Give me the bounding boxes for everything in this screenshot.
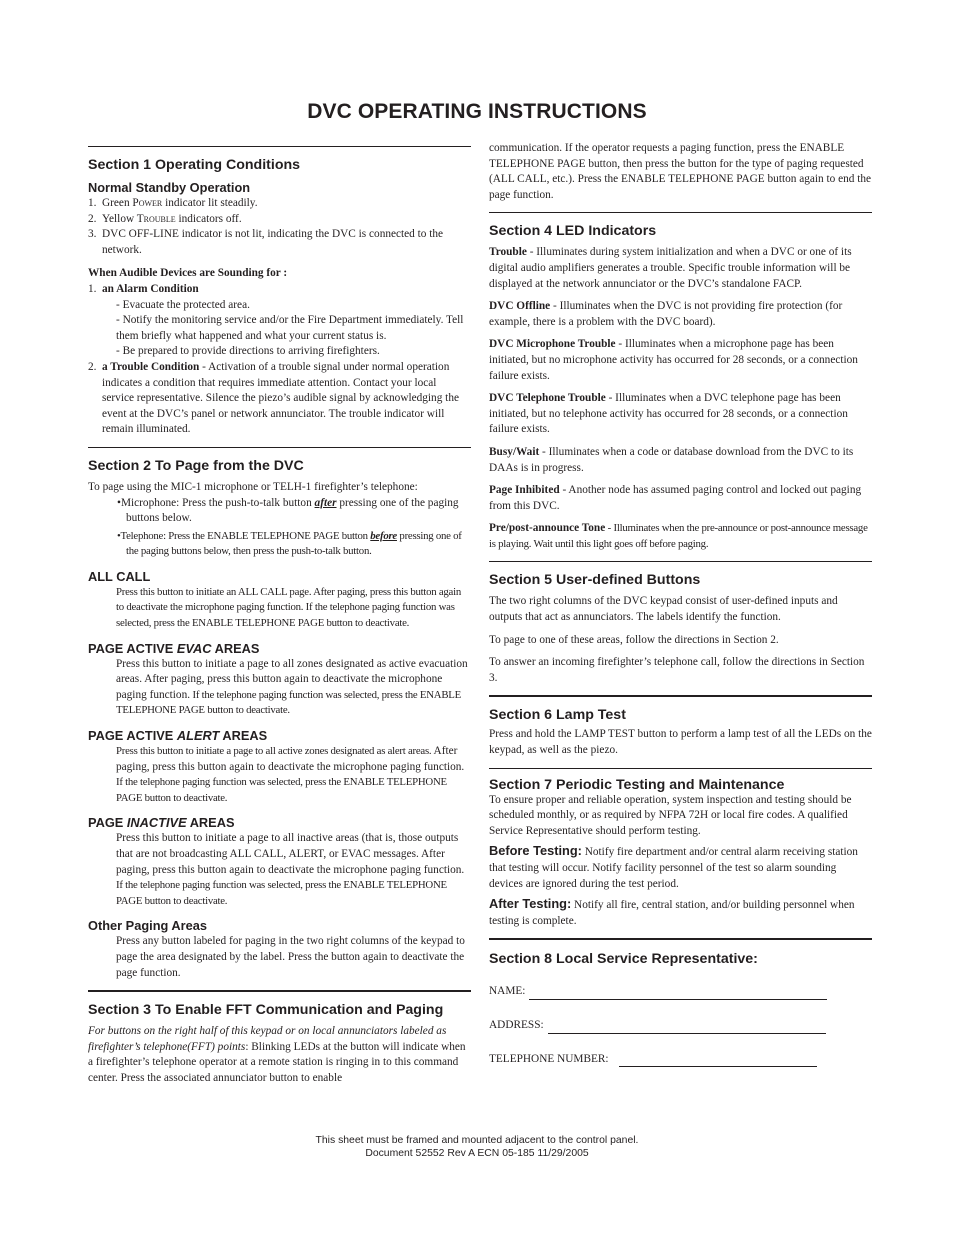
led-telephone-trouble [489, 391, 872, 438]
led-description: - Illuminates when the DVC is not providing fire protection (for example, there is a problem with the DVC board). [489, 300, 843, 328]
page-alert-text [88, 744, 471, 806]
after-testing-text: Notify all fire, central station, and/or building personnel when testing is complete. [489, 899, 855, 927]
section-divider [489, 695, 872, 697]
heading-part: AREAS [219, 728, 268, 744]
led-label: Page Inhibited [489, 484, 560, 497]
section-5-text: To page to one of these areas, follow the directions in Section 2. [489, 633, 779, 646]
telephone-blank[interactable] [619, 1055, 817, 1067]
text-part: If the telephone paging function was selected, press the ENABLE TELEPHONE PAGE button to deactivate. [116, 776, 447, 804]
section-2 [88, 457, 471, 981]
trouble-condition-text [102, 360, 471, 438]
trouble-condition [88, 360, 471, 438]
led-label: Busy/Wait [489, 445, 540, 458]
led-pre-post-tone [489, 521, 872, 552]
heading-part: PAGE ACTIVE [88, 728, 177, 744]
list-item [88, 212, 471, 228]
section-divider [489, 938, 872, 940]
address-blank[interactable] [548, 1022, 826, 1034]
emphasis-after: after [314, 496, 337, 509]
item-number: 2. [88, 212, 97, 225]
led-page-inhibited [489, 483, 872, 514]
section-3-heading: Section 3 To Enable FFT Communication and Paging [88, 1002, 444, 1019]
other-paging-heading: Other Paging Areas [88, 918, 207, 934]
section-7-text: To ensure proper and reliable operation, system inspection and testing should be scheduled monthly, or as required by NFPA 72H or local fire codes. A qualified Service Representative should perform testing. [489, 793, 852, 837]
section-2-heading: Section 2 To Page from the DVC [88, 457, 304, 474]
led-description: - Another node has assumed paging control and locked out paging from this DVC. [489, 484, 862, 512]
section-7 [489, 778, 872, 930]
other-paging-text: Press any button labeled for paging in the two right columns of the keypad to page the area designated by the label. Press the button again to deactivate the page function. [116, 935, 465, 979]
heading-part: PAGE ACTIVE [88, 640, 177, 656]
heading-italic: INACTIVE [126, 815, 187, 831]
section-5-text: To answer an incoming firefighter’s telephone call, follow the directions in Section 3. [489, 656, 865, 684]
section-5-heading: Section 5 User-defined Buttons [489, 572, 701, 589]
text-part: pressing one of the paging buttons below, then press the push-to-talk button. [126, 529, 462, 558]
list-item [88, 196, 471, 212]
section-divider [489, 768, 872, 769]
item-text: DVC OFF-LINE indicator is not lit, indicating the DVC is connected to the network. [102, 228, 444, 256]
heading-italic: EVAC [176, 640, 212, 656]
led-description: - Illuminates when a microphone page has been initiated, but no microphone activity has occurred for 28 seconds, or a connection failure exists. [489, 338, 858, 382]
item-number: 1. [88, 197, 97, 209]
all-call-heading: ALL CALL [88, 568, 151, 584]
address-label: ADDRESS: [489, 1018, 544, 1031]
section-6-heading: Section 6 Lamp Test [489, 707, 626, 724]
text-part: pressing one of the paging buttons below. [126, 496, 459, 525]
alarm-condition [88, 282, 471, 298]
emphasis-before: before [370, 529, 397, 542]
section-4 [489, 222, 872, 552]
fft-note: For buttons on the right half of this keypad or on local annunciators labeled as firefighter’s telephone(FFT) points [88, 1025, 447, 1053]
led-description: - Illuminates when the pre-announce or post-announce message is playing. Wait until this light goes off before paging. [489, 522, 868, 550]
section-1-heading: Section 1 Operating Conditions [88, 157, 301, 173]
name-field[interactable] [489, 984, 872, 1000]
led-description: - Illuminates when a code or database download from the DVC to its DAAs is in progress. [489, 445, 854, 474]
section-divider [88, 447, 471, 448]
section-3-continued: communication. If the operator requests a paging function, press the ENABLE TELEPHONE PAGE button, then press the button for the type of paging requested (ALL CALL, etc.). Press the ENABLE TELEPHONE PAGE button again to end the page function. [489, 142, 872, 201]
right-column [489, 141, 872, 1067]
section-2-intro: To page using the MIC-1 microphone or TELH-1 firefighter’s telephone: [88, 480, 418, 493]
before-testing [489, 843, 872, 892]
footer-note: This sheet must be framed and mounted adjacent to the control panel. [315, 1135, 639, 1146]
address-field[interactable] [489, 1018, 872, 1034]
alarm-condition-label: an Alarm Condition [102, 282, 199, 295]
footer [0, 1134, 954, 1160]
led-dvc-offline [489, 299, 872, 330]
page-title: DVC OPERATING INSTRUCTIONS [307, 100, 647, 123]
item-number: 2. [88, 360, 97, 373]
text-part: Press this button to initiate a page to all zones designated as active evacuation areas. After paging, press this button again to deactivate the microphone paging function. [116, 657, 468, 701]
fft-instructions: : Blinking LEDs at the button will indicate when a firefighter’s telephone operator at a remote station is ringing in to this command center. Press the associated annunciator button to enable [88, 1040, 466, 1084]
page-alert-heading [88, 727, 471, 744]
section-6 [489, 706, 872, 758]
item-text [102, 212, 242, 228]
all-call-text: Press this button to initiate an ALL CALL page. After paging, press this button again to deactivate the microphone paging function. If the telephone paging function was selected, press the ENABLE TELEPHONE PAGE button to deactivate. [116, 585, 461, 630]
heading-part: PAGE [88, 815, 127, 831]
left-column [88, 146, 471, 1087]
before-testing-label: Before Testing: [489, 843, 582, 859]
telephone-instruction [88, 529, 471, 560]
item-text-smallcaps: rouble [143, 212, 176, 225]
telephone-field[interactable] [489, 1052, 872, 1068]
section-divider [489, 212, 872, 213]
section-5-text: The two right columns of the DVC keypad consist of user-defined inputs and outputs that act as annunciators. The labels identify the function. [489, 595, 838, 624]
section-divider [489, 561, 872, 562]
document-info: Document 52552 Rev A ECN 05-185 11/29/2005 [365, 1148, 589, 1159]
section-8 [489, 950, 872, 1067]
led-label: Pre/post-announce Tone [489, 522, 606, 535]
text-part: Press this button to initiate a page to all inactive areas (that is, those outputs that are not broadcasting ALL CALL, ALERT, or EVAC messages. After paging, press this button again to deactivate the microphone paging function. [116, 832, 465, 876]
led-label: DVC Microphone Trouble [489, 338, 616, 351]
text-part: If the telephone paging function was selected, press the ENABLE TELEPHONE PAGE button to deactivate. [116, 688, 461, 717]
section-4-heading: Section 4 LED Indicators [489, 223, 657, 240]
text-part: •Microphone: Press the push-to-talk button [117, 496, 315, 509]
item-number: 3. [88, 228, 97, 241]
alarm-step: - Evacuate the protected area. [116, 298, 250, 311]
item-text-part: indicator lit steadily. [162, 197, 258, 209]
item-text [102, 196, 258, 212]
after-testing [489, 896, 872, 929]
name-blank[interactable] [529, 988, 827, 1000]
led-microphone-trouble [489, 337, 872, 384]
led-label: DVC Telephone Trouble [489, 392, 606, 405]
telephone-label: TELEPHONE NUMBER: [489, 1052, 609, 1065]
heading-part: AREAS [186, 815, 235, 831]
audible-devices-heading: When Audible Devices are Sounding for : [88, 267, 288, 280]
led-description: - Illuminates during system initialization and when a DVC or one of its digital audio amplifiers generates a trouble. Specific trouble information will be displayed at the network annunciator or the DVC’s standalone FACP. [489, 246, 852, 290]
led-label: DVC Offline [489, 300, 551, 313]
before-testing-text: Notify fire department and/or central alarm receiving station that testing will occur. Notify facility personnel of the test so alarm sounding devices are ignored during the test period. [489, 846, 858, 890]
heading-part: AREAS [211, 640, 260, 656]
led-label: Trouble [489, 246, 527, 259]
list-item [88, 227, 471, 258]
section-7-heading: Section 7 Periodic Testing and Maintenance [489, 776, 785, 793]
normal-standby-heading: Normal Standby Operation [88, 180, 251, 195]
section-divider [88, 146, 471, 147]
trouble-condition-label: a Trouble Condition [102, 360, 200, 373]
section-8-heading: Section 8 Local Service Representative: [489, 951, 758, 968]
item-number: 1. [88, 282, 97, 295]
led-trouble [489, 245, 872, 292]
page-inactive-text [88, 831, 471, 909]
page-evac-text [88, 657, 471, 719]
heading-italic: ALERT [176, 728, 220, 744]
section-3 [88, 1001, 471, 1086]
microphone-instruction [88, 496, 471, 527]
text-part: Press this button to initiate a page to all active zones designated as alert areas. [116, 745, 432, 758]
text-part: After paging, press this button again to deactivate the microphone paging function. [116, 745, 465, 773]
trouble-description: - Activation of a trouble signal under normal operation indicates a condition that requires immediate attention. Contact your local service representative. Silence the piezo’s audible signal by acknowledging the event at the DVC’s panel or network annunciator. The trouble indicator will remain illuminated. [102, 360, 459, 436]
item-text-part: Green P [102, 197, 139, 209]
after-testing-label: After Testing: [489, 896, 572, 912]
page-evac-heading [88, 640, 471, 657]
section-divider [88, 990, 471, 992]
page-inactive-heading [88, 814, 471, 831]
name-label: NAME: [489, 985, 526, 998]
section-3-text [88, 1024, 471, 1086]
section-6-text: Press and hold the LAMP TEST button to perform a lamp test of all the LEDs on the keypad, as well as the piezo. [489, 728, 872, 757]
section-5 [489, 571, 872, 686]
led-description: - Illuminates when a DVC telephone page has been initiated, but no telephone activity has occurred for 28 seconds, or a connection failure exists. [489, 392, 848, 436]
text-part: If the telephone paging function was selected, press the ENABLE TELEPHONE PAGE button to deactivate. [116, 879, 447, 907]
item-text-part: indicators off. [175, 212, 242, 225]
item-text-smallcaps: ower [138, 197, 163, 209]
alarm-step: - Be prepared to provide directions to arriving firefighters. [116, 345, 380, 358]
led-busy-wait [489, 445, 872, 476]
text-part: •Telephone: Press the ENABLE TELEPHONE PAGE button [117, 529, 371, 542]
item-text-part: Yellow T [102, 212, 144, 225]
section-1 [88, 156, 471, 438]
alarm-step: - Notify the monitoring service and/or the Fire Department immediately. Tell them briefly what happened and what your current status is. [116, 314, 464, 342]
